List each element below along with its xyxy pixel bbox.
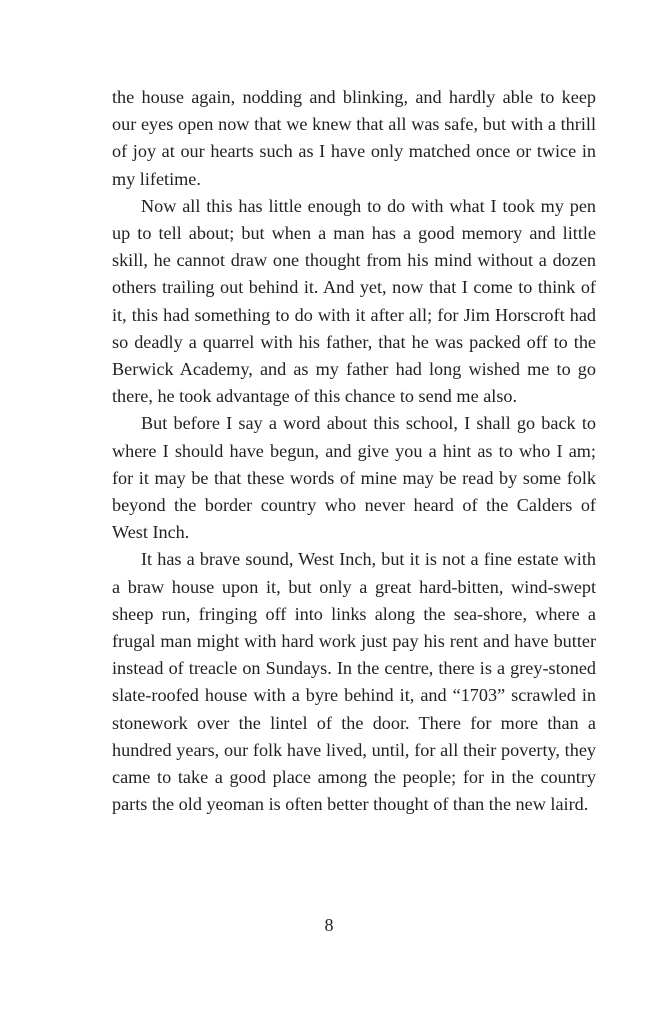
paragraph-continuation: the house again, nodding and blinking, and hardly able to keep our eyes open now that we knew that all was safe, but with a thrill of joy at our hearts such as I have only matched once or twice in my lifetime. [112, 87, 596, 189]
paragraph: It has a brave sound, West Inch, but it is not a fine estate with a braw house upon it, but only a great hard-bitten, wind-swept sheep run, fringing off into links along the sea-shore, where a frugal man might with hard work just pay his rent and have butter instead of treacle on Sundays. In the centre, there is a grey-stoned slate-roofed house with a byre behind it, and “1703” scrawled in stonework over the lintel of the door. There for more than a hundred years, our folk have lived, until, for all their poverty, they came to take a good place among the people; for in the country parts the old yeoman is often better thought of than the new laird. [112, 549, 596, 815]
paragraph: But before I say a word about this school, I shall go back to where I should have begun, and give you a hint as to who I am; for it may be that these words of mine may be read by some folk beyond the border country who never heard of the Calders of West Inch. [112, 413, 596, 543]
page-number: 8 [324, 915, 334, 935]
paragraph: Now all this has little enough to do with what I took my pen up to tell about; but when a man has a good memory and little skill, he cannot draw one thought from his mind without a dozen others trailing out behind it. And yet, now that I come to think of it, this had something to do with it after all; for Jim Horscroft had so deadly a quarrel with his father, that he was packed off to the Berwick Academy, and as my father had long wished me to go there, he took advantage of this chance to send me also. [112, 195, 596, 407]
page-body [112, 84, 596, 818]
